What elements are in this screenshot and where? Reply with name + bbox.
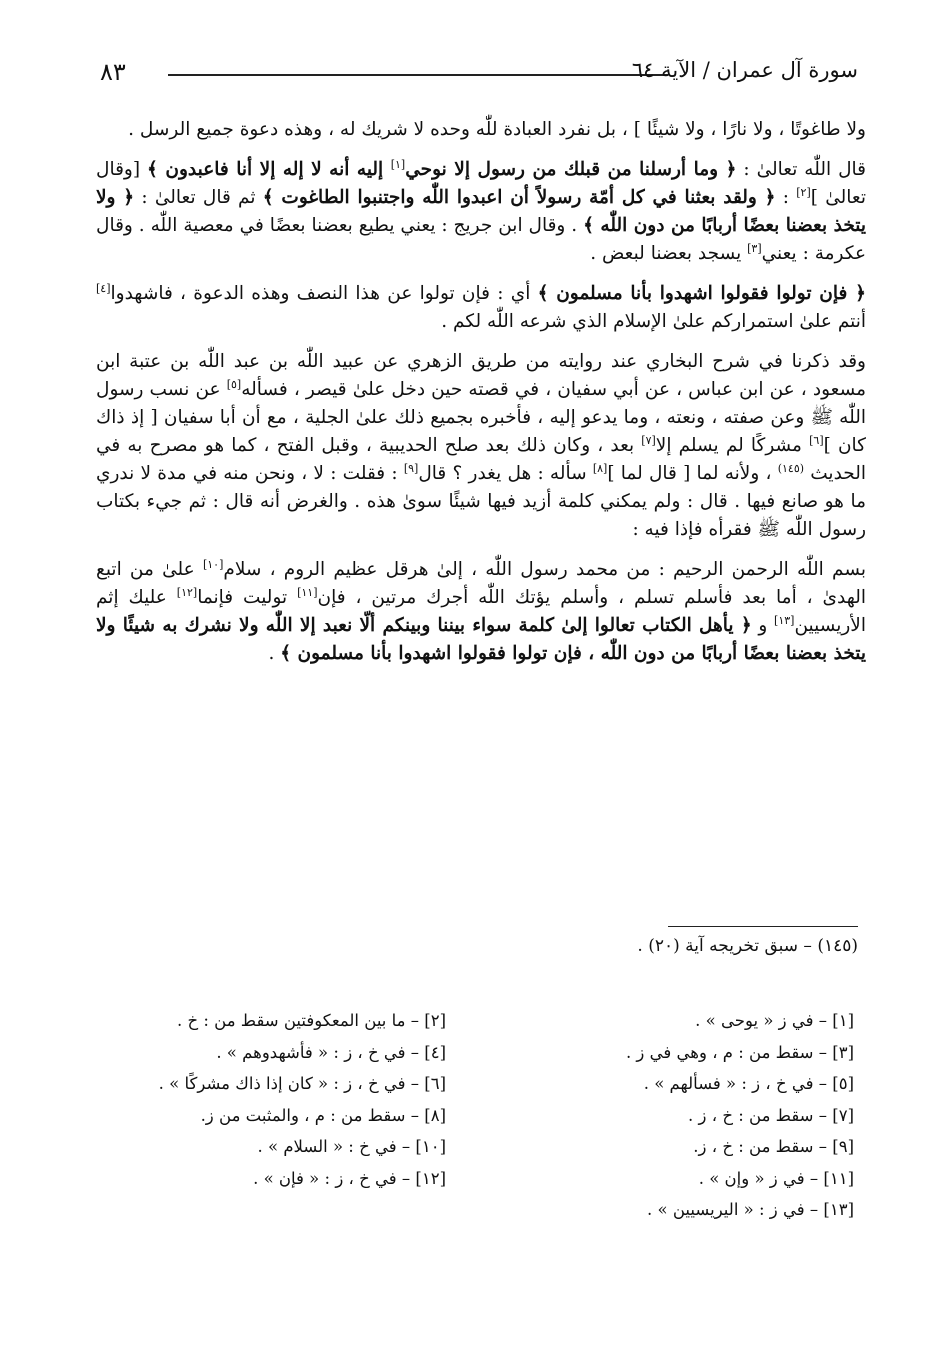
footnote-item: [١] – في ز « يوحى » . — [695, 1011, 854, 1030]
footnote-ref: [٨] — [592, 461, 608, 475]
quran-verse: ﴿ يأهل الكتاب تعالوا إلىٰ كلمة سواء بيننا وبينكم ألّا نعبد إلا اللّٰه ولا نشرك به شيئًا ولا يتخذ بعضنا بعضًا أربابًا من دون اللّٰه ، فإن تولوا فقولوا اشهدوا بأنا مسلمون ﴾ — [96, 615, 866, 664]
footnote-ref: [٦] — [809, 433, 824, 447]
paragraph-2 — [96, 156, 866, 268]
paragraph-text: وقد ذكرنا في شرح البخاري عند روايته من طريق الزهري عن عبيد اللّٰه بن عبد اللّٰه بن عتبة ابن مسعود ، عن ابن عباس ، عن أبي سفيان ، في قصته حين دخل علىٰ قيصر ، فسأله — [96, 351, 866, 400]
paragraph-text: عن نسب رسول اللّٰه ﷺ وعن صفته ، ونعته ، وما يدعو إليه ، فأخبره بجميع ذلك علىٰ الجلية ، مع أن أبا سفيان [ إذ ذاك كان ] — [96, 379, 866, 456]
footnote-item: [١٠] – في خ : « السلام » . — [257, 1137, 446, 1156]
footnote-ref: [١١] — [297, 585, 318, 599]
header-rule — [168, 74, 668, 76]
quran-verse: ﴿ فإن تولوا فقولوا اشهدوا بأنا مسلمون ﴾ — [537, 283, 866, 304]
footnote-ref: [٢] — [796, 185, 811, 199]
paragraph-text: يسجد بعضنا لبعض . — [590, 243, 748, 264]
paragraph-text: توليت فإنما — [197, 587, 298, 608]
paragraph-text: أي : فإن تولوا عن هذا النصف وهذه الدعوة ، فاشهدوا — [110, 283, 538, 304]
hadith-ref: (١٤٥) — [777, 461, 805, 475]
quran-verse: ﴿ وما أرسلنا من قبلك من رسول إلا نوحي — [405, 159, 737, 180]
quran-verse: ﴿ ولقد بعثنا في كل أمّة رسولاً أن اعبدوا اللّٰه واجتنبوا الطاغوت ﴾ — [262, 187, 776, 208]
running-title: سورة آل عمران / الآية ٦٤ — [631, 58, 858, 82]
paragraph-text: سأله : هل يغدر ؟ قال — [418, 463, 593, 484]
paragraph-text: مشركًا لم يسلم إلا — [655, 435, 810, 456]
footnote-ref: [١٢] — [176, 585, 198, 599]
body-text — [96, 116, 866, 680]
footnote-item: [٣] – سقط من : م ، وهي في ز . — [625, 1042, 854, 1062]
paragraph-text: . وقال ابن جريج : يعني يطيع بعضنا بعضًا في معصية اللّٰه . وقال عكرمة : يعني — [96, 215, 866, 264]
footnotes-right-column — [554, 1005, 854, 1226]
paragraph-text: ولا طاغوتًا ، ولا نارًا ، ولا شيئًا ] ، بل نفرد العبادة للّٰه وحده لا شريك له ، وهذه دعوة جميع الرسل . — [128, 119, 866, 140]
paragraph-3 — [96, 280, 866, 336]
footnote-item: [٥] – في خ ، ز : « فسألهم » . — [643, 1074, 854, 1093]
paragraph-text: بعد ، وكان ذلك بعد صلح الحديبية ، وقبل الفتح ، كما هو مصرح به في الحديث — [96, 435, 867, 484]
footnote-ref: [٩] — [403, 461, 419, 475]
footnote-item: [٦] – في خ ، ز : « كان إذا ذاك مشركًا » . — [158, 1074, 446, 1093]
footnote-item: [٨] – سقط من : م ، والمثبت من ز. — [200, 1105, 446, 1125]
paragraph-text: . — [268, 643, 281, 664]
footnote-main: (١٤٥) – سبق تخريجه آية (٢٠) . — [637, 936, 858, 956]
quran-verse: ﴿ ولا يتخذ بعضنا بعضًا أربابًا من دون اللّٰه ﴾ — [96, 187, 866, 236]
paragraph-text: : فقلت : لا ، ونحن منه في مدة لا ندري ما هو صانع فيها . قال : ولم يمكني كلمة أزيد فيها شيئًا سوىٰ هذه . والغرض أنه قال : ثم جيء بكتاب رسول اللّٰه ﷺ فقرأه فإذا فيه : — [96, 463, 866, 540]
paragraph-5 — [96, 556, 866, 668]
paragraph-text: أنتم علىٰ استمراركم علىٰ الإسلام الذي شرعه اللّٰه لكم . — [441, 311, 866, 332]
paragraph-text: قال اللّٰه تعالىٰ : — [736, 159, 866, 180]
footnote-ref: [١٠] — [202, 557, 224, 571]
footnote-item: [٤] – في خ ، ز : « فأشهدوهم » . — [216, 1042, 446, 1062]
footnote-item: [١٣] – في ز : « اليريسيين » . — [647, 1200, 854, 1219]
footnote-item: [١٢] – في خ ، ز : « فإن » . — [253, 1168, 446, 1188]
footnote-item: [٩] – سقط من : خ ، ز. — [693, 1137, 854, 1156]
paragraph-text: و — [751, 615, 775, 636]
footnote-ref: [٤] — [96, 281, 111, 295]
footnote-item: [٧] – سقط من : خ ، ز . — [688, 1105, 854, 1125]
quran-verse: إليه أنه لا إله إلا أنا فاعبدون ﴾ — [147, 159, 391, 180]
footnote-ref: [٥] — [226, 377, 242, 391]
page-header — [96, 52, 858, 92]
footnote-ref: [١٣] — [774, 613, 795, 627]
paragraph-1 — [96, 116, 866, 144]
paragraph-text: عليك إثم الأريسيين — [96, 587, 866, 636]
footnote-ref: [٣] — [747, 241, 762, 255]
page-number: ٨٣ — [100, 58, 126, 86]
paragraph-text: ، ولأنه لما [ قال لما ] — [607, 463, 778, 484]
footnote-item: [١١] – في ز « وإن » . — [698, 1168, 854, 1188]
footnote-ref: [١] — [390, 157, 406, 171]
paragraph-text: علىٰ من اتبع الهدىٰ ، أما بعد فأسلم تسلم ، وأسلم يؤتك اللّٰه أجرك مرتين ، فإن — [96, 559, 866, 608]
footnote-item: [٢] – ما بين المعكوفتين سقط من : خ . — [176, 1011, 446, 1030]
footnote-ref: [٧] — [641, 433, 656, 447]
paragraph-text: ثم قال تعالىٰ : — [134, 187, 263, 208]
footnotes-left-column — [106, 1005, 446, 1194]
paragraph-text: بسم اللّٰه الرحمن الرحيم : من محمد رسول اللّٰه ، إلىٰ هرقل عظيم الروم ، سلام — [223, 559, 866, 580]
paragraph-text: : — [775, 187, 797, 208]
footnote-divider — [668, 926, 858, 927]
paragraph-4 — [96, 348, 866, 544]
paragraph-text: [وقال تعالىٰ ] — [96, 159, 866, 208]
